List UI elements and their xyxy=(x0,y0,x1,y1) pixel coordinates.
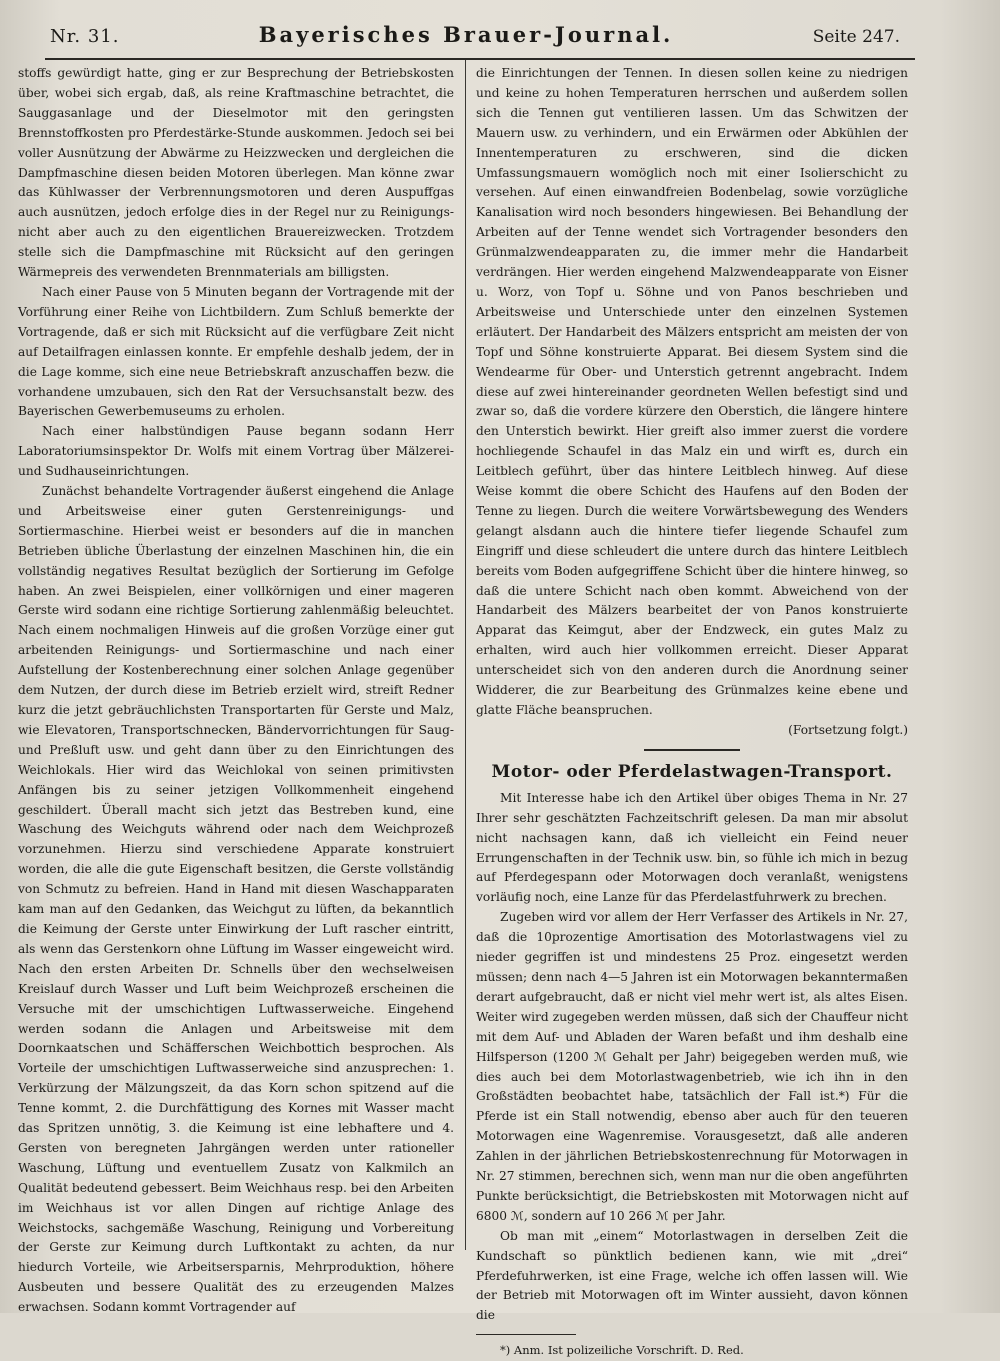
article-paragraph: Mit Interesse habe ich den Artikel über obiges Thema in Nr. 27 Ihrer sehr geschätzten Fachzeitschrift gelesen. Da man mir absolut nicht nachsagen kann, daß ich vielleicht ein Feind neuer Errungenschaften in der Technik usw. bin, so fühle ich mich in bezug auf Pferdegespann oder Motorwagen doch veranlaßt, wenigstens vorläufig noch, eine Lanze für das Pferdelastfuhrwerk zu brechen. xyxy=(476,790,908,905)
header-rule xyxy=(45,58,915,60)
right-paragraph: die Einrichtungen der Tennen. In diesen sollen keine zu niedrigen und keine zu hohen Temperaturen herrschen und außerdem sollen sich die Tennen gut ventilieren lassen. Um das Schwitzen der Mauern usw. zu verhindern, und ein Erwärmen oder Abkühlen der Innentemperaturen zu erschweren, sind die dicken Umfassungsmauern womöglich noch mit einer Isolierschicht zu versehen. Auf einen einwandfreien Bodenbelag, sowie vorzügliche Kanalisation wird noch besonders hingewiesen. Bei Behandlung der Arbeiten auf der Tenne wendet sich Vortragender besonders den Grünmalzwendeapparaten zu, die immer mehr die Handarbeit verdrängen. Hier werden eingehend Malzwendeapparate von Eisner u. Worz, von Topf u. Söhne und von Panos beschrieben und Arbeitsweise und Unterschiede unter den einzelnen Systemen erläutert. Der Handarbeit des Mälzers entspricht am meisten der von Topf und Söhne konstruierte Apparat. Bei diesem System sind die Wendearme für Ober- und Unterstich getrennt angebracht. Indem diese auf zwei hintereinander geordneten Wellen befestigt sind und zwar so, daß die vordere kürzere den Oberstich, die längere hintere den Unterstich bewirkt. Hier greift also immer zuerst die vordere hochliegende Schaufel in das Malz ein und wirft es, durch ein Leitblech geführt, über das hintere Leitblech hinweg. Auf diese Weise kommt die obere Schicht des Haufens auf den Boden der Tenne zu liegen. Durch die weitere Vorwärtsbewegung des Wenders gelangt alsdann auch die hintere tiefer liegende Schaufel zum Eingriff und diese schleudert die untere durch das hintere Leitblech bereits vom Boden aufgegriffene Schicht über die hintere hinweg, so daß die untere Schicht nach oben kommt. Abweichend von der Handarbeit des Mälzers bearbeitet der von Panos konstruierte Apparat das Keimgut, aber der Endzweck, ein gutes Malz zu erhalten, wird auch hier vollkommen erreicht. Dieser Apparat unterscheidet sich von den anderen durch die Anordnung seiner Widderer, die zur Bearbeitung des Grünmalzes keine ebene und glatte Fläche beanspruchen. xyxy=(476,66,908,717)
article-paragraph: Ob man mit „einem“ Motorlastwagen in derselben Zeit die Kundschaft so pünktlich bedienen kann, wie mit „drei“ Pferdefuhrwerken, ist eine Frage, welche ich offen lassen will. Wie der Betrieb mit Motorwagen oft im Winter aussieht, davon können die xyxy=(476,1228,908,1323)
right-column xyxy=(476,64,908,1361)
continued-note: (Fortsetzung folgt.) xyxy=(788,722,908,737)
footnote: *) Anm. Ist polizeiliche Vorschrift. D. Red. xyxy=(500,1343,744,1358)
left-paragraph: Zunächst behandelte Vortragender äußerst eingehend die Anlage und Arbeitsweise einer guten Gerstenreinigungs- und Sortiermaschine. Hierbei weist er besonders auf die in manchen Betrieben übliche Überlastung der einzelnen Maschinen hin, die ein vollständig negatives Resultat bezüglich der Sortierung im Gefolge haben. An zwei Beispielen, einer vollkörnigen und einer mageren Gerste wird sodann eine richtige Sortierung zahlenmäßig beleuchtet. Nach einem nochmaligen Hinweis auf die großen Vorzüge einer gut arbeitenden Reinigungs- und Sortiermaschine und nach einer Aufstellung der Kostenberechnung einer solchen Anlage gegenüber dem Nutzen, der durch diese im Betrieb erzielt wird, streift Redner kurz die jetzt gebräuchlichsten Transportarten für Gerste und Malz, wie Elevatoren, Transportschnecken, Bändervorrichtungen für Saug- und Preßluft usw. und geht dann über zu den Einrichtungen des Weichlokals. Hier wird das Weichlokal von seinen primitivsten Anfängen bis zu seiner jetzigen Vollkommenheit eingehend geschildert. Überall macht sich jetzt das Bestreben kund, eine Waschung des Weichguts während oder nach dem Weichprozeß vorzunehmen. Hierzu sind verschiedene Apparate konstruiert worden, die alle die gute Eigenschaft besitzen, die Gerste vollständig von Schmutz zu befreien. Hand in Hand mit diesen Waschapparaten kam man auf den Gedanken, das Weichgut zu lüften, da bekanntlich die Keimung der Gerste unter Einwirkung der Luft rascher eintritt, als wenn das Gerstenkorn ohne Lüftung im Wasser eingeweicht wird. Nach den ersten Arbeiten Dr. Schnells über den wechselweisen Kreislauf durch Wasser und Luft beim Weichprozeß erscheinen die Versuche mit der umschichtigen Luftwasserweiche. Eingehend werden sodann die Anlagen und Arbeitsweise mit dem Doornkaatschen und Schäfferschen Weichbottich besprochen. Als Vorteile der umschichtigen Luftwasserweiche sind anzusprechen: 1. Verkürzung der Mälzungszeit, da das Korn schon spitzend auf die Tenne kommt, 2. die Durchfättigung des Kornes mit Wasser macht das Spritzen unnötig, 3. die Keimung ist eine lebhaftere und 4. Gersten von beregneten Jahrgängen werden unter rationeller Waschung, Lüftung und eventuellem Zusatz von Kalkmilch an Qualität bedeutend gebessert. Beim Weichhaus resp. bei den Arbeiten im Weichhaus ist vor allen Dingen auf richtige Anlage des Weichstocks, sachgemäße Waschung, Reinigung und Vorbereitung der Gerste zur Keimung durch Luftkontakt zu achten, da nur hiedurch Vorteile, wie Arbeitsersparnis, Mehrproduktion, höhere Ausbeuten und bessere Qualität des zu erzeugenden Malzes erwachsen. Sodann kommt Vortragender auf xyxy=(18,484,454,1315)
left-column xyxy=(18,64,454,1318)
left-paragraph: Nach einer Pause von 5 Minuten begann der Vortragende mit der Vorführung einer Reihe von Lichtbildern. Zum Schluß bemerkte der Vortragende, daß er sich mit Rücksicht auf die verfügbare Zeit nicht auf Detailfragen einlassen konnte. Er empfehle deshalb jedem, der in die Lage komme, sich eine neue Betriebskraft anzuschaffen bezw. die vorhandene umzubauen, sich den Rat der Versuchsanstalt bezw. des Bayerischen Gewerbemuseums zu erholen. xyxy=(18,284,454,419)
article-title: Motor- oder Pferdelastwagen-Transport. xyxy=(491,761,893,782)
column-divider xyxy=(465,60,466,1250)
footnote-rule xyxy=(476,1334,576,1335)
journal-title: Bayerisches Brauer-Journal. xyxy=(258,22,674,47)
article-paragraph: Zugeben wird vor allem der Herr Verfasser des Artikels in Nr. 27, daß die 10prozentige Amortisation des Motorlastwagens viel zu nieder gegriffen ist und mindestens 25 Proz. eingesetzt werden müssen; denn nach 4—5 Jahren ist ein Motorwagen bekanntermaßen derart aufgebraucht, daß er nicht viel mehr wert ist, als altes Eisen. Weiter wird zugegeben werden müssen, daß sich der Chauffeur nicht mit dem Auf- und Abladen der Waren befaßt und ihm deshalb eine Hilfsperson (1200 ℳ Gehalt per Jahr) beigegeben werden muß, wie dies auch bei dem Motorlastwagenbetrieb, wie ich ihn in den Großstädten beobachtet habe, tatsächlich der Fall ist.*) Für die Pferde ist ein Stall notwendig, ebenso aber auch für den teueren Motorwagen eine Wagenremise. Vorausgesetzt, daß alle anderen Zahlen in der jährlichen Betriebskostenrechnung für Motorwagen in Nr. 27 stimmen, berechnen sich, wenn man nur die oben angeführten Punkte berücksichtigt, die Betriebskosten mit Motorwagen nicht auf 6800 ℳ, sondern auf 10 266 ℳ per Jahr. xyxy=(476,910,908,1223)
left-paragraph: Nach einer halbstündigen Pause begann sodann Herr Laboratoriumsinspektor Dr. Wolfs mit einem Vortrag über Mälzerei- und Sudhauseinrichtungen. xyxy=(18,424,454,479)
section-rule xyxy=(644,749,740,751)
page-number: Seite 247. xyxy=(812,27,900,47)
left-paragraph: stoffs gewürdigt hatte, ging er zur Besprechung der Betriebskosten über, wobei sich ergab, daß, als reine Kraftmaschine betrachtet, die Sauggasanlage und der Dieselmotor mit den geringsten Brennstoffkosten pro Pferdestärke-Stunde auskommen. Jedoch sei bei voller Ausnützung der Abwärme zu Heizzwecken und dergleichen die Dampfmaschine diesen beiden Motoren überlegen. Man könne zwar das Kühlwasser der Verbrennungsmotoren und deren Auspuffgas auch ausnützen, jedoch erfolge dies in der Regel nur zu Reinigungs- nicht aber auch zu den eigentlichen Brauereizwecken. Trotzdem stelle sich die Dampfmaschine mit Rücksicht auf den geringen Wärmepreis des verwendeten Brennmaterials am billigsten. xyxy=(18,66,454,280)
issue-number: Nr. 31. xyxy=(50,26,120,47)
page-header xyxy=(50,22,900,58)
